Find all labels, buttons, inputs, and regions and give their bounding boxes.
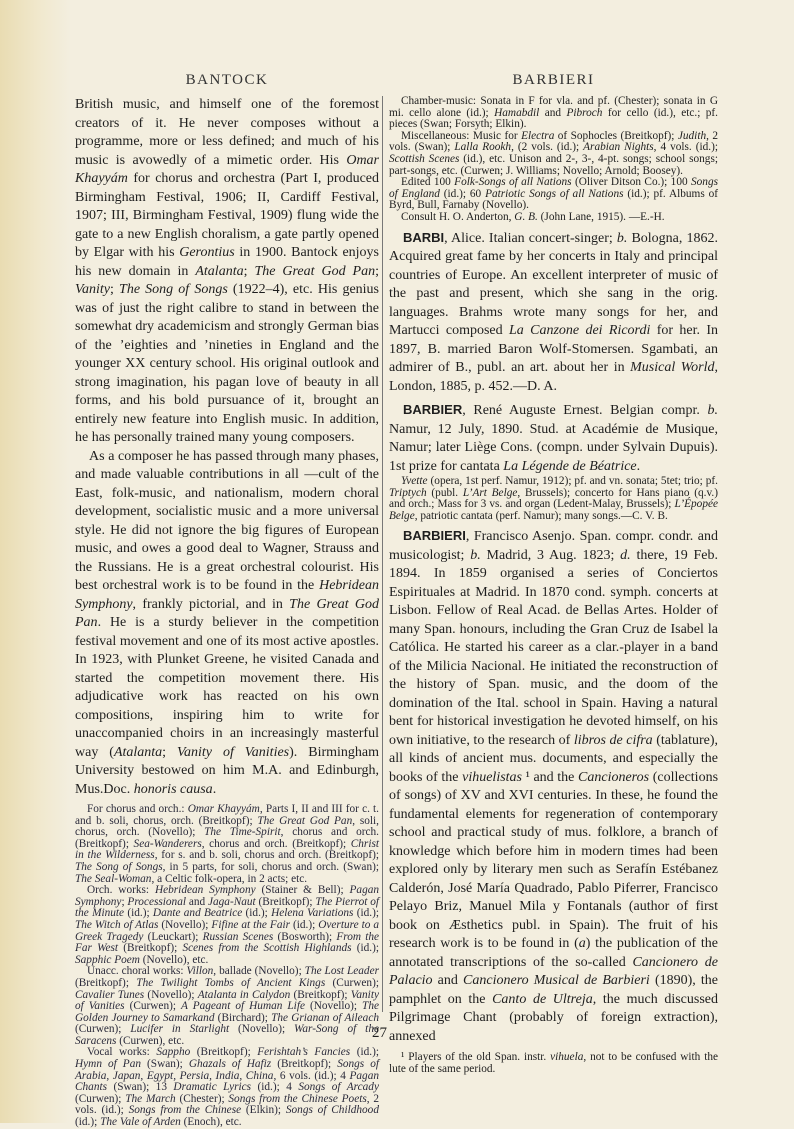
text-run: (Chester); xyxy=(175,1092,229,1105)
italic-title: Folk-Songs of all Nations xyxy=(454,176,572,189)
text-run: there, 19 Feb. 1894. In 1859 organised a series of Conciertos Espirituales at Madrid. In 1870 cond. symph. concerts at Lisbon. Fellow of Real Acad. de Bellas Artes. Holder of many Span. honours, including the Gran Cruz de Isabel la Católica. He started his career as a clar.-player in a band of the Milicia Nacional. He initiated the reconstruction of the history of Span. music, and the doom of the domination of the Ital. school in Spain. Having a natural bent for historical investigation he devoted himself, on his own initiative, to the research of xyxy=(389,547,719,748)
text-run: (id.); 4 xyxy=(251,1081,299,1094)
text-run: (id.); 60 xyxy=(439,187,486,200)
italic-title: Scottish Scenes xyxy=(389,152,460,165)
italic-title: Triptych xyxy=(389,486,427,499)
italic-title: libros de cifra xyxy=(573,732,653,748)
text-run: . He is a sturdy believer in the competition festival movement and one of its most active apostles. In 1923, with Plunket Greene, he visited Canada and started the competition movement there. His adjudicative work has reacted on his own compositions, inspiring him to write for unaccompanied choirs in an increasingly masterful way ( xyxy=(75,615,379,760)
italic-title: Judith xyxy=(677,129,707,142)
text-run: Edited 100 xyxy=(401,176,455,189)
text-run: (id.); xyxy=(353,907,379,920)
text-run: , 6 vols. (id.); 4 xyxy=(273,1069,350,1082)
text-run: Madrid, 3 Aug. 1823; xyxy=(480,547,621,563)
text-run: (Breitkopf); xyxy=(190,1046,258,1059)
text-run: Namur, 12 July, 1890. Stud. at Académie de Musique, Namur; later Liège Cons. (compn. under Sylvain Dupuis). 1st prize for cantata xyxy=(389,421,718,474)
text-run: (Curwen); xyxy=(124,1000,181,1013)
text-run: (Breitkopf); xyxy=(118,942,183,955)
works-list-paragraph xyxy=(75,966,379,1047)
italic-title: Dante and Beatrice xyxy=(152,907,243,920)
text-run: (Novello); xyxy=(229,1023,295,1036)
body-paragraph xyxy=(75,96,379,448)
italic-title: b. xyxy=(707,403,718,419)
italic-title: A Pageant of Human Life xyxy=(181,1000,305,1013)
italic-title: Pagan Chants xyxy=(75,1069,379,1094)
body-paragraph xyxy=(389,401,718,476)
text-run: , soli, chorus, orch. (Novello); xyxy=(75,814,379,839)
works-list-paragraph xyxy=(389,476,718,522)
italic-title: Scenes from the Scottish Highlands xyxy=(182,942,352,955)
italic-title: Yvette xyxy=(401,475,428,488)
text-run: , a Celtic folk-opera, in 2 acts; etc. xyxy=(151,872,308,885)
right-column xyxy=(389,96,718,1076)
italic-title: The Great God Pan xyxy=(254,263,376,279)
italic-title: vihuela xyxy=(550,1051,584,1064)
text-run: (Curwen); xyxy=(325,976,379,989)
text-run: (publ. xyxy=(426,486,463,499)
text-run: (Curwen), etc. xyxy=(116,1034,185,1047)
text-run: (Bosworth); xyxy=(273,930,337,943)
running-header-right: BARBIERI xyxy=(512,72,595,88)
left-column xyxy=(75,96,379,1129)
body-paragraph xyxy=(75,448,379,800)
works-list-paragraph xyxy=(75,804,379,885)
text-run: (Oliver Ditson Co.); 100 xyxy=(571,176,691,189)
text-run: ; xyxy=(121,895,128,908)
italic-title: The Witch of Atlas xyxy=(75,918,159,931)
italic-title: Processional xyxy=(127,895,186,908)
text-run: , René Auguste Ernest. Belgian compr. xyxy=(462,403,708,419)
italic-title: Omar Khayyám xyxy=(75,152,379,186)
page-edge-discoloration xyxy=(0,0,70,1123)
italic-title: Songs from the Chinese Poets xyxy=(228,1092,367,1105)
text-run: (Novello); xyxy=(144,988,198,1001)
italic-title: Russian Scenes xyxy=(202,930,274,943)
italic-title: Canto de Ultreja xyxy=(492,991,593,1007)
italic-title: Sapphic Poem xyxy=(75,953,140,966)
text-run: , London, 1885, p. 452.—D. A. xyxy=(389,360,718,394)
italic-title: Ghazals of Hafiz xyxy=(188,1058,272,1071)
text-run: As a composer he has passed through many phases, and made valuable contributions in all —cult of the East, folk-music, and nationalism, modern choral development, socialistic music and a more universal style. He did not ignore the big figures of European music, and owes a good deal to Wagner, Strauss and the Russians. He is a great orchestral colourist. His best orchestral work is to be found in the xyxy=(75,448,379,593)
text-run: , Parts I, II and III for c. t. and b. soli, chorus, orch. (Breitkopf); xyxy=(75,803,379,827)
text-run: (Novello); xyxy=(304,1000,363,1013)
italic-title: From the Far West xyxy=(75,930,380,955)
text-run: Vocal works: xyxy=(87,1046,157,1059)
text-run: (tablature), all kinds of ancient mus. documents, and especially the books of the xyxy=(389,732,719,785)
text-run: Consult H. O. Anderton, xyxy=(401,210,515,223)
text-run: , the much discussed Pilgrimage Chant (probably of foreign extraction), annexed xyxy=(389,991,718,1044)
text-run: . xyxy=(212,781,217,797)
text-run: ; xyxy=(375,263,379,279)
text-run: (id.); pf. Albums of Byrd, Bull, Farnaby (Novello). xyxy=(389,187,718,212)
entry-headword: BARBIER xyxy=(403,402,463,418)
text-run: Unacc. choral works: xyxy=(87,965,187,978)
text-run: , for s. and b. soli, chorus and orch. (Breitkopf); xyxy=(154,849,379,862)
italic-title: Electra xyxy=(521,129,555,142)
text-run: , Alice. Italian concert-singer; xyxy=(444,230,617,246)
italic-title: Ferishtah’s Fancies xyxy=(257,1046,351,1059)
italic-title: La Canzone dei Ricordi xyxy=(508,323,651,339)
italic-title: Vanity xyxy=(75,282,110,297)
body-paragraph xyxy=(389,527,718,1046)
text-run: (id.); xyxy=(124,907,153,920)
text-run: (Breitkopf); xyxy=(255,895,316,908)
text-run: , 2 vols. (id.); xyxy=(75,1092,380,1117)
italic-title: Sea-Wanderers xyxy=(133,837,202,850)
text-run: ; xyxy=(162,744,178,760)
italic-title: The Song of Songs xyxy=(75,860,163,873)
italic-title: Lalla Rookh xyxy=(454,141,512,154)
running-header-left: BANTOCK xyxy=(185,72,269,88)
body-paragraph xyxy=(389,229,718,397)
italic-title: The Vale of Arden xyxy=(100,1116,181,1129)
italic-title: L’Art Belge xyxy=(462,486,518,499)
italic-title: Vanity of Vanities xyxy=(75,988,379,1013)
italic-title: Dramatic Lyrics xyxy=(173,1081,252,1094)
italic-title: Christ in the Wilderness xyxy=(75,837,379,862)
text-run: , in 5 parts, for soli, chorus and orch. (Swan); xyxy=(162,860,379,873)
text-run: ) the publication of the annotated transcriptions of the so-called xyxy=(389,936,718,970)
italic-title: Overture to a Greek Tragedy xyxy=(75,918,379,943)
text-run: , chorus and orch. (Breitkopf); xyxy=(201,837,351,850)
italic-title: Cancionero Musical de Barbieri xyxy=(463,973,650,989)
text-run: for chorus and orchestra (Part I, produced Birmingham Festival, 1906; II, Cardiff Festival, 1907; III, Birmingham Festival, 1909) flung wide the gate to a new English choralism, a gate partly opened by Elgar with his xyxy=(75,171,379,260)
italic-title: Omar Khayyám xyxy=(187,803,260,815)
italic-title: Patriotic Songs of all Nations xyxy=(485,187,624,200)
italic-title: War-Song of the Saracens xyxy=(75,1023,379,1047)
italic-title: b. xyxy=(616,230,628,246)
italic-title: Arabian Nights xyxy=(583,141,654,154)
text-run: (id.); xyxy=(75,1116,101,1129)
italic-title: The Twilight Tombs of Ancient Kings xyxy=(136,976,326,989)
text-run: , Francisco Asenjo. Span. compr. condr. and musicologist; xyxy=(389,529,718,563)
text-run: , (2 vols. (id.); xyxy=(511,141,584,154)
italic-title: Vanity of Vanities xyxy=(177,744,290,760)
text-run: Chamber-music: Sonata in F for vla. and pf. (Chester); sonata in G mi. cello alone (id.); xyxy=(389,95,718,119)
text-run: (opera, 1st perf. Namur, 1912); pf. and vn. sonata; 5tet; trio; pf. xyxy=(427,475,718,488)
text-run: (Stainer & Bell); xyxy=(255,884,350,897)
italic-title: Jaga-Naut xyxy=(208,895,256,908)
italic-title: The Golden Journey to Samarkand xyxy=(75,1000,379,1024)
text-run: for her. In 1897, B. married Baron Wolf-Stomersen. Sgambati, an admirer of B., publ. an art. about her in xyxy=(389,323,718,376)
text-run: (id.); xyxy=(350,1046,380,1059)
text-run: (id.); xyxy=(290,918,319,931)
entry-headword: BARBI xyxy=(403,229,445,245)
text-run: (Curwen); xyxy=(75,1092,126,1105)
italic-title: The Lost Leader xyxy=(304,965,379,978)
text-run: of Sophocles (Breitkopf); xyxy=(554,129,678,142)
text-run: , not to be confused with the lute of the same period. xyxy=(389,1051,718,1075)
text-run: (Novello), etc. xyxy=(139,953,209,966)
italic-title: Songs of Arabia, Japan, Egypt, Persia, India, China xyxy=(75,1058,380,1082)
text-run: ¹ Players of the old Span. instr. xyxy=(401,1051,551,1064)
text-run: (id.), etc. Unison and 2-, 3-, 4-pt. songs; school songs; part-songs, etc. (Curwen; J. Williams; Novello; Arnold; Boosey). xyxy=(389,152,718,177)
text-run: ¹ and the xyxy=(522,769,579,785)
italic-title: Pibroch xyxy=(566,106,603,119)
italic-title: Songs of Childhood xyxy=(285,1104,379,1117)
italic-title: Fifine at the Fair xyxy=(211,918,290,931)
italic-title: G. B. xyxy=(514,210,538,223)
text-run: , patriotic cantata (perf. Namur); many songs.—C. V. B. xyxy=(414,509,668,522)
italic-title: Helena Variations xyxy=(271,907,354,920)
works-list-paragraph xyxy=(389,96,718,131)
text-run: , chorus and orch. (Breitkopf); xyxy=(75,826,379,850)
italic-title: The Great God Pan xyxy=(257,814,353,827)
text-run: (Novello); xyxy=(158,918,212,931)
works-list-paragraph xyxy=(75,1047,379,1128)
italic-title: Sappho xyxy=(156,1046,191,1059)
text-run: (Curwen); xyxy=(75,1023,131,1036)
entry-headword: BARBIERI xyxy=(403,528,466,544)
italic-title: Villon xyxy=(186,965,214,978)
italic-title: Cavalier Tunes xyxy=(75,988,145,1001)
text-run: (John Lane, 1915). —E.-H. xyxy=(537,210,665,223)
italic-title: Atalanta xyxy=(195,263,244,279)
text-run: and xyxy=(432,973,464,989)
italic-title: Lucifer in Starlight xyxy=(130,1023,230,1036)
italic-title: The Great God Pan xyxy=(75,596,379,630)
text-run: (Swan); xyxy=(141,1058,189,1071)
text-run: , Brussels); concerto for Hans piano (q.v.) and orch.; Mass for 3 vs. and organ (Ledent-Malay, Brussels); xyxy=(389,486,718,511)
text-run: for cello (id.), etc.; pf. pieces (Swan; Forsyth; Elkin). xyxy=(389,106,718,131)
text-run: (id.); xyxy=(351,942,380,955)
text-run: ; xyxy=(243,263,255,279)
text-run: , ballade (Novello); xyxy=(213,965,305,978)
italic-title: The Song of Songs xyxy=(119,282,228,297)
text-run: , frankly pictorial, and in xyxy=(132,596,290,612)
italic-title: L’Épopée Belge xyxy=(389,498,718,522)
italic-title: b. xyxy=(470,547,481,563)
text-run: (Birchard); xyxy=(214,1011,272,1024)
text-run: Miscellaneous: Music for xyxy=(401,129,522,142)
text-run: and xyxy=(539,106,567,119)
italic-title: a xyxy=(578,936,586,952)
italic-title: Songs from the Chinese xyxy=(128,1104,242,1117)
italic-title: The Seal-Woman xyxy=(75,872,152,885)
footnote xyxy=(389,1052,718,1075)
italic-title: honoris causa xyxy=(133,781,213,797)
text-run: (Leuckart); xyxy=(143,930,203,943)
text-run: and xyxy=(186,895,208,908)
text-run: ; xyxy=(110,282,120,297)
italic-title: Hamabdil xyxy=(494,106,540,119)
text-run: ). Birmingham University bestowed on him M.A. and Edinburgh, Mus.Doc. xyxy=(75,744,380,797)
page-number: 27 xyxy=(372,1025,387,1041)
italic-title: Songs of England xyxy=(389,176,718,200)
works-list-paragraph xyxy=(75,885,379,966)
italic-title: The Pierrot of the Minute xyxy=(75,895,379,920)
text-run: Bologna, 1862. Acquired great fame by her concerts in Italy and principal countries of Europe. An excellent interpreter of music of the past and present, which she sang in the orig. languages. Brahms wrote many songs for her, and Martucci composed xyxy=(389,230,718,339)
text-run: in 1900. Bantock enjoys his new domain in xyxy=(75,245,379,279)
text-run: (collections of songs) of XV and XVI centuries. In these, he found the fundamental elements for regeneration of contemporary school and practical study of mus. folklore, a branch of knowledge which before him in modern times had been explored only by literary men such as Serafín Estébanez Calderón, José María Quadrado, Pablo Piferrer, Francisco Pelayo Briz, Manuel Mila y Fontanals (author of first book on Æsthetics publ. in Spain). The fruit of his research work is to be found in ( xyxy=(389,769,719,952)
italic-title: Songs of Arcady xyxy=(298,1081,379,1094)
italic-title: Atalanta xyxy=(113,744,163,760)
italic-title: The March xyxy=(125,1092,176,1105)
text-run: (id.); xyxy=(242,907,272,920)
text-run: British music, and himself one of the foremost creators of it. He never composes without a programme, more or less defined; and much of his music is avowedly of a mimetic order. His xyxy=(75,97,379,168)
text-run: (Swan); 13 xyxy=(107,1081,174,1094)
text-run: Orch. works: xyxy=(87,884,155,897)
column-divider xyxy=(382,96,383,1012)
italic-title: Hebridean Symphony xyxy=(154,884,256,897)
italic-title: Pagan Symphony xyxy=(75,884,380,908)
italic-title: Cancionero de Palacio xyxy=(389,954,718,989)
works-list-paragraph xyxy=(389,177,718,212)
text-run: (Breitkopf); xyxy=(271,1058,338,1071)
text-run: . xyxy=(636,458,641,474)
text-run: , 4 vols. (id.); xyxy=(653,141,718,154)
text-run: (1922–4), etc. His genius was of just the right calibre to stand in between the somewhat dry academicism and strongly German bias of the ’eighties and ’nineties in England and the younger XX century school. His original outlook and strong imagination, his pagan love of beauty in all forms, and his bold pursuance of it, brought an entirely new feature into English music. In addition, he has personally trained many young composers. xyxy=(75,282,379,445)
text-run: (Enoch), etc. xyxy=(180,1116,242,1129)
text-run: (Breitkopf); xyxy=(75,976,137,989)
text-run: For chorus and orch.: xyxy=(87,803,188,815)
italic-title: La Légende de Béatrice xyxy=(503,458,637,474)
italic-title: d. xyxy=(620,547,631,563)
italic-title: Hebridean Symphony xyxy=(75,578,379,612)
works-list-paragraph xyxy=(389,131,718,177)
italic-title: vihuelistas xyxy=(462,769,522,785)
italic-title: Hymn of Pan xyxy=(75,1058,142,1071)
italic-title: Musical World xyxy=(630,360,715,376)
works-list-paragraph xyxy=(389,212,718,224)
italic-title: Gerontius xyxy=(179,245,235,260)
text-run: , 2 vols. (Swan); xyxy=(389,129,719,154)
italic-title: Cancioneros xyxy=(578,769,650,785)
text-run: (Breitkopf); xyxy=(290,988,351,1001)
italic-title: The Grianan of Aileach xyxy=(271,1011,379,1024)
text-run: (Elkin); xyxy=(241,1104,286,1117)
italic-title: The Time-Spirit xyxy=(204,826,281,839)
italic-title: Atalanta in Calydon xyxy=(197,988,291,1001)
text-run: (1890), the pamphlet on the xyxy=(389,973,719,1007)
